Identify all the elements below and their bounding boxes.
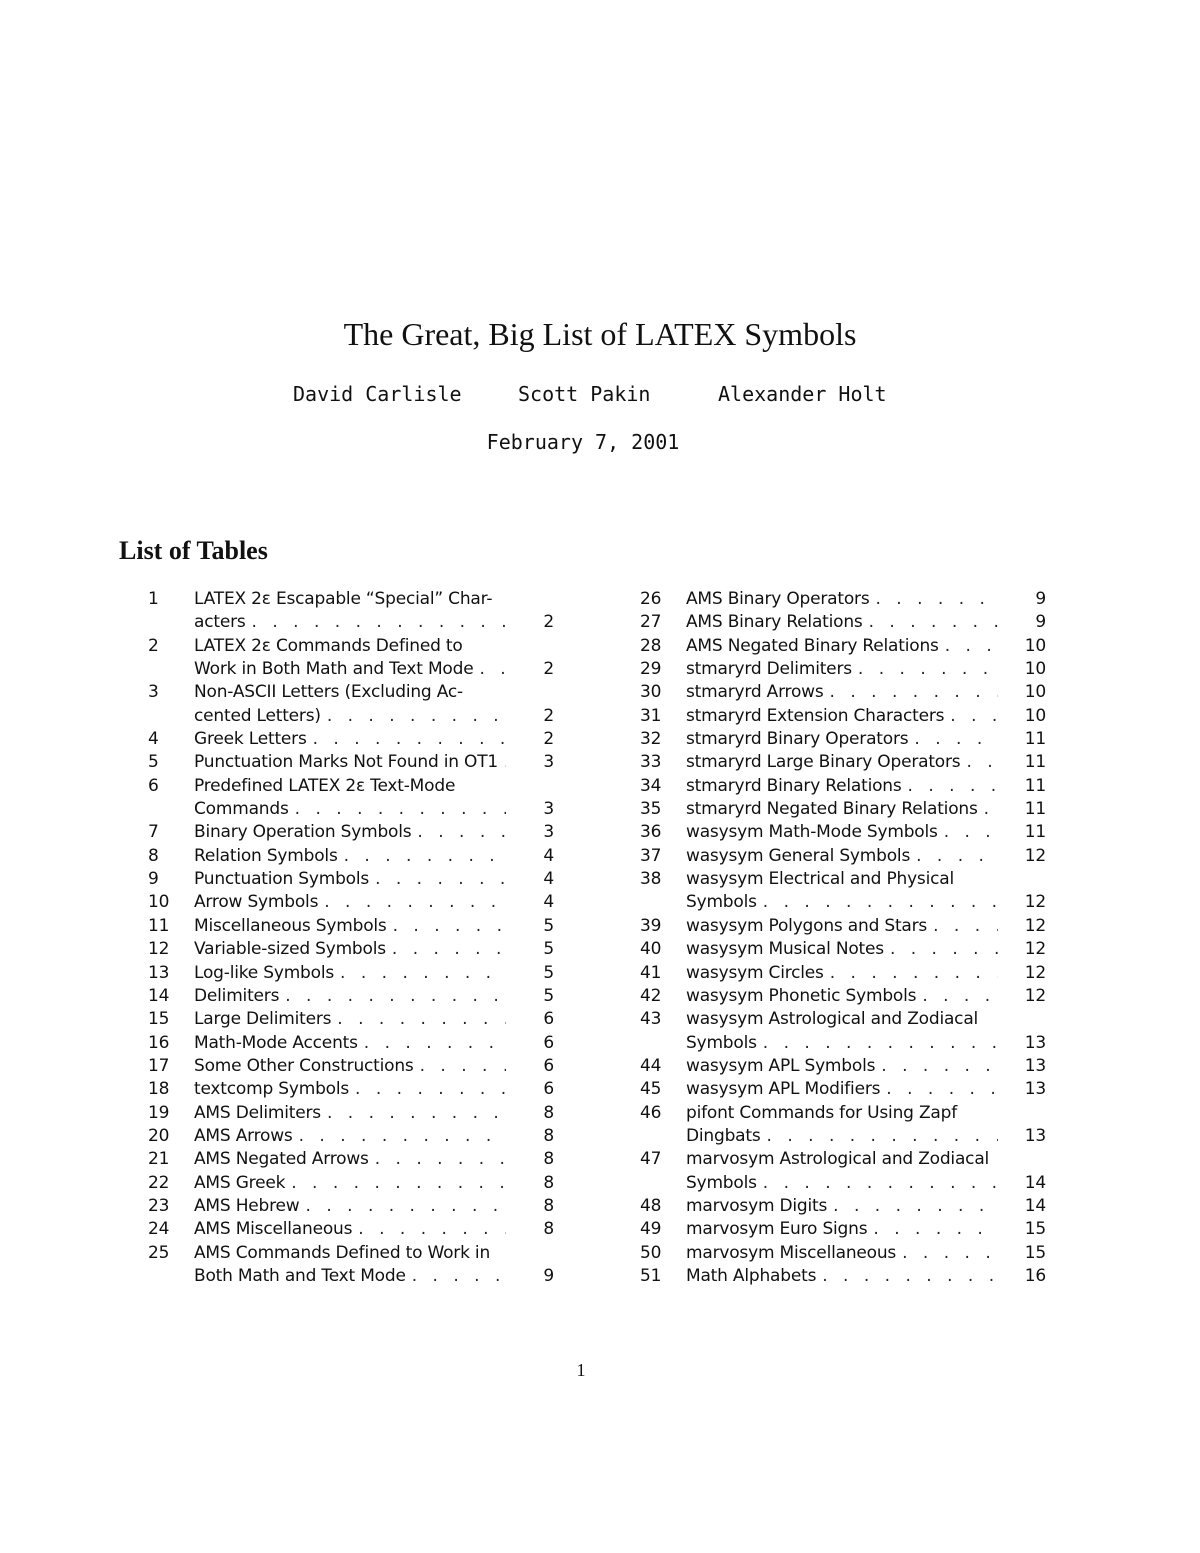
- toc-entry[interactable]: [640, 658, 1046, 681]
- toc-entry-page: 2: [543, 612, 554, 633]
- dot-leader: [910, 845, 998, 868]
- toc-entry-number: 8: [148, 845, 159, 866]
- author-name: David Carlisle: [293, 382, 462, 406]
- dot-leader: [761, 1125, 998, 1148]
- toc-entry-number: 9: [148, 869, 159, 890]
- toc-entry-number: 43: [640, 1009, 662, 1030]
- toc-entry-page: 8: [543, 1195, 554, 1216]
- toc-entry-number: 14: [148, 985, 170, 1006]
- toc-entry[interactable]: [640, 962, 1046, 985]
- toc-entry[interactable]: [148, 1195, 554, 1218]
- toc-entry-number: 10: [148, 892, 170, 913]
- toc-column-left: [148, 588, 554, 1288]
- toc-entry-title: Relation Symbols: [194, 845, 338, 866]
- toc-entry-title: acters: [194, 612, 246, 633]
- toc-entry-title: wasysym Musical Notes: [686, 939, 884, 960]
- toc-entry-number: 20: [148, 1125, 170, 1146]
- dot-leader: [880, 1078, 998, 1101]
- dot-leader: [824, 962, 998, 985]
- dot-leader: [318, 891, 506, 914]
- dot-leader: [279, 985, 506, 1008]
- dot-leader: [387, 915, 506, 938]
- author-name: Scott Pakin: [518, 382, 651, 406]
- toc-entry-number: 2: [148, 635, 159, 656]
- toc-entry[interactable]: [640, 775, 1046, 798]
- toc-entry[interactable]: [148, 1242, 554, 1289]
- dot-leader: [816, 1265, 998, 1288]
- page-number: 1: [576, 1360, 586, 1380]
- toc-entry[interactable]: [640, 1102, 1046, 1149]
- dot-leader: [875, 1055, 998, 1078]
- toc-entry-title: Some Other Constructions: [194, 1055, 414, 1076]
- dot-leader: [927, 915, 998, 938]
- toc-entry-number: 28: [640, 635, 662, 656]
- dot-leader: [406, 1265, 506, 1288]
- toc-entry-title: cented Letters): [194, 705, 321, 726]
- toc-entry-number: 51: [640, 1265, 662, 1286]
- toc-entry-number: 12: [148, 939, 170, 960]
- toc-entry-page: 8: [543, 1125, 554, 1146]
- dot-leader: [473, 658, 506, 681]
- toc-entry-number: 7: [148, 822, 159, 843]
- dot-leader: [757, 891, 998, 914]
- toc-entry[interactable]: [148, 915, 554, 938]
- toc-entry-title: stmaryrd Negated Binary Relations: [686, 799, 978, 820]
- dot-leader: [246, 611, 506, 634]
- toc-entry-title: marvosym Digits: [686, 1195, 828, 1216]
- toc-entry[interactable]: [148, 681, 554, 728]
- dot-leader: [827, 1195, 998, 1218]
- toc-entry-number: 18: [148, 1079, 170, 1100]
- toc-entry-number: 11: [148, 915, 170, 936]
- dot-leader: [944, 705, 998, 728]
- toc-entry-page: 2: [543, 705, 554, 726]
- toc-entry-page: 9: [1035, 612, 1046, 633]
- toc-entry[interactable]: [148, 1055, 554, 1078]
- toc-entry-page: 5: [543, 915, 554, 936]
- toc-entry-number: 16: [148, 1032, 170, 1053]
- dot-leader: [358, 1032, 506, 1055]
- toc-entry-title: wasysym Astrological and Zodiacal: [686, 1009, 979, 1030]
- toc-entry-title: stmaryrd Large Binary Operators: [686, 752, 961, 773]
- toc-entry-title: Symbols: [686, 1032, 757, 1053]
- toc-entry-page: 2: [543, 659, 554, 680]
- toc-entry-title: Delimiters: [194, 985, 280, 1006]
- toc-entry-page: 12: [1024, 845, 1046, 866]
- toc-entry-number: 24: [148, 1219, 170, 1240]
- toc-entry-page: 15: [1024, 1242, 1046, 1263]
- toc-entry-page: 13: [1024, 1032, 1046, 1053]
- toc-entry-title: Math-Mode Accents: [194, 1032, 358, 1053]
- toc-entry-title: Predefined LATEX 2ε Text-Mode: [194, 775, 456, 796]
- toc-entry[interactable]: [640, 1195, 1046, 1218]
- dot-leader: [352, 1218, 506, 1241]
- toc-entry-number: 19: [148, 1102, 170, 1123]
- dot-leader: [824, 681, 998, 704]
- toc-entry-page: 9: [1035, 589, 1046, 609]
- dot-leader: [916, 985, 998, 1008]
- dot-leader: [411, 821, 506, 844]
- toc-entry-title: LATEX 2ε Escapable “Special” Char-: [194, 589, 493, 609]
- dot-leader: [863, 611, 998, 634]
- dot-leader: [334, 962, 506, 985]
- toc-entry-page: 13: [1024, 1055, 1046, 1076]
- toc-entry-number: 35: [640, 799, 662, 820]
- toc-entry[interactable]: [640, 681, 1046, 704]
- toc-entry-number: 5: [148, 752, 159, 773]
- toc-entry-number: 33: [640, 752, 662, 773]
- toc-entry-number: 44: [640, 1055, 662, 1076]
- toc-entry-page: 6: [543, 1079, 554, 1100]
- toc-entry-title: Large Delimiters: [194, 1009, 332, 1030]
- toc-entry-title: AMS Binary Operators: [686, 589, 870, 609]
- dot-leader: [939, 635, 998, 658]
- toc-entry-title: stmaryrd Binary Operators: [686, 729, 909, 750]
- toc-entry-page: 6: [543, 1009, 554, 1030]
- toc-entry-number: 39: [640, 915, 662, 936]
- toc-entry-page: 11: [1024, 729, 1046, 750]
- toc-entry-title: Math Alphabets: [686, 1265, 817, 1286]
- dot-leader: [349, 1078, 506, 1101]
- dot-leader: [896, 1242, 998, 1265]
- toc-entry[interactable]: [640, 1078, 1046, 1101]
- toc-entry-page: 2: [543, 729, 554, 750]
- toc-entry[interactable]: [148, 1078, 554, 1101]
- toc-entry-page: 13: [1024, 1079, 1046, 1100]
- toc-entry-title: wasysym Circles: [686, 962, 824, 983]
- toc-entry[interactable]: [640, 728, 1046, 751]
- toc-entry-page: 3: [543, 799, 554, 820]
- toc-entry-number: 41: [640, 962, 662, 983]
- toc-entry-page: 6: [543, 1055, 554, 1076]
- toc-entry[interactable]: [148, 1102, 554, 1125]
- toc-entry-title: Miscellaneous Symbols: [194, 915, 387, 936]
- toc-entry-title: wasysym APL Symbols: [686, 1055, 876, 1076]
- toc-entry-page: 8: [543, 1102, 554, 1123]
- dot-leader: [908, 728, 998, 751]
- toc-entry-page: 15: [1024, 1219, 1046, 1240]
- toc-entry-number: 50: [640, 1242, 662, 1263]
- toc-entry[interactable]: [640, 1242, 1046, 1265]
- toc-entry-number: 23: [148, 1195, 170, 1216]
- toc-entry-number: 27: [640, 612, 662, 633]
- toc-entry-title: AMS Hebrew: [194, 1195, 300, 1216]
- toc-entry-page: 11: [1024, 775, 1046, 796]
- toc-entry-title: Binary Operation Symbols: [194, 822, 412, 843]
- toc-entry-number: 46: [640, 1102, 662, 1123]
- toc-entry-page: 10: [1024, 705, 1046, 726]
- toc-entry-page: 14: [1024, 1172, 1046, 1193]
- toc-entry[interactable]: [148, 845, 554, 868]
- toc-entry-title: AMS Binary Relations: [686, 612, 863, 633]
- toc-entry-number: 3: [148, 682, 159, 703]
- toc-entry-page: 10: [1024, 635, 1046, 656]
- toc-entry[interactable]: [640, 938, 1046, 961]
- toc-entry-title: marvosym Euro Signs: [686, 1219, 868, 1240]
- toc-entry-title: wasysym Phonetic Symbols: [686, 985, 917, 1006]
- toc-entry-number: 34: [640, 775, 662, 796]
- dot-leader: [498, 751, 506, 774]
- toc-entry-title: AMS Greek: [194, 1172, 286, 1193]
- toc-entry[interactable]: [148, 1125, 554, 1148]
- toc-entry-page: 8: [543, 1219, 554, 1240]
- toc-entry-page: 5: [543, 962, 554, 983]
- toc-entry-title: wasysym Electrical and Physical: [686, 869, 954, 890]
- dot-leader: [293, 1125, 506, 1148]
- dot-leader: [757, 1032, 998, 1055]
- toc-entry[interactable]: [640, 1218, 1046, 1241]
- toc-entry-title: stmaryrd Arrows: [686, 682, 824, 703]
- toc-entry-number: 37: [640, 845, 662, 866]
- toc-entry-title: stmaryrd Extension Characters: [686, 705, 945, 726]
- toc-entry-title: marvosym Miscellaneous: [686, 1242, 897, 1263]
- toc-entry-number: 31: [640, 705, 662, 726]
- dot-leader: [867, 1218, 998, 1241]
- document-title: The Great, Big List of LATEX Symbols: [343, 316, 857, 352]
- toc-entry-page: 5: [543, 939, 554, 960]
- toc-entry-number: 47: [640, 1149, 662, 1170]
- toc-entry[interactable]: [640, 751, 1046, 774]
- toc-entry-title: Greek Letters: [194, 729, 307, 750]
- toc-entry-page: 11: [1024, 752, 1046, 773]
- dot-leader: [884, 938, 998, 961]
- toc-entry[interactable]: [640, 1055, 1046, 1078]
- toc-entry-page: 10: [1024, 659, 1046, 680]
- dot-leader: [331, 1008, 506, 1031]
- toc-entry[interactable]: [640, 588, 1046, 611]
- toc-entry-number: 45: [640, 1079, 662, 1100]
- toc-entry[interactable]: [640, 868, 1046, 915]
- toc-entry-title: wasysym APL Modifiers: [686, 1079, 881, 1100]
- toc-entry-page: 12: [1024, 939, 1046, 960]
- toc-column-right: [640, 588, 1046, 1288]
- toc-entry-title: stmaryrd Delimiters: [686, 659, 852, 680]
- toc-entry-page: 4: [543, 845, 554, 866]
- toc-entry[interactable]: [148, 1148, 554, 1171]
- toc-entry-title: AMS Arrows: [194, 1125, 293, 1146]
- dot-leader: [321, 705, 506, 728]
- toc-entry-title: Non-ASCII Letters (Excluding Ac-: [194, 682, 463, 703]
- toc-entry[interactable]: [148, 775, 554, 822]
- dot-leader: [300, 1195, 506, 1218]
- toc-entry-number: 48: [640, 1195, 662, 1216]
- toc-entry[interactable]: [640, 611, 1046, 634]
- toc-entry-title: Punctuation Marks Not Found in OT1: [194, 752, 499, 773]
- toc-entry-number: 42: [640, 985, 662, 1006]
- dot-leader: [338, 845, 506, 868]
- toc-entry-title: wasysym Polygons and Stars: [686, 915, 928, 936]
- dot-leader: [307, 728, 506, 751]
- toc-entry[interactable]: [148, 1172, 554, 1195]
- toc-entry[interactable]: [640, 915, 1046, 938]
- toc-entry-title: AMS Negated Binary Relations: [686, 635, 939, 656]
- toc-entry-title: wasysym Math-Mode Symbols: [686, 822, 938, 843]
- dot-leader: [757, 1172, 998, 1195]
- dot-leader: [386, 938, 506, 961]
- toc-entry-page: 8: [543, 1172, 554, 1193]
- toc-entry-number: 40: [640, 939, 662, 960]
- dot-leader: [321, 1102, 506, 1125]
- toc-entry-page: 9: [543, 1265, 554, 1286]
- toc-entry[interactable]: [148, 938, 554, 961]
- toc-entry-title: LATEX 2ε Commands Defined to: [194, 635, 463, 656]
- toc-entry-number: 22: [148, 1172, 170, 1193]
- toc-entry[interactable]: [148, 728, 554, 751]
- toc-entry-title: Commands: [194, 799, 289, 820]
- list-of-tables-heading: List of Tables: [119, 536, 268, 565]
- toc-entry[interactable]: [640, 845, 1046, 868]
- toc-entry-number: 26: [640, 589, 662, 609]
- dot-leader: [852, 658, 998, 681]
- toc-entry-page: 12: [1024, 985, 1046, 1006]
- toc-entry[interactable]: [148, 1032, 554, 1055]
- toc-entry-number: 6: [148, 775, 159, 796]
- toc-entry-title: Dingbats: [686, 1125, 761, 1146]
- toc-entry-number: 32: [640, 729, 662, 750]
- toc-entry-title: AMS Commands Defined to Work in: [194, 1242, 491, 1263]
- toc-entry[interactable]: [640, 985, 1046, 1008]
- toc-entry-page: 12: [1024, 915, 1046, 936]
- toc-entry[interactable]: [148, 1008, 554, 1031]
- toc-entry-title: Both Math and Text Mode: [194, 1265, 406, 1286]
- toc-entry-number: 36: [640, 822, 662, 843]
- toc-entry-title: wasysym General Symbols: [686, 845, 911, 866]
- toc-entry[interactable]: [640, 1265, 1046, 1288]
- toc-entry-page: 13: [1024, 1125, 1046, 1146]
- dot-leader: [978, 798, 998, 821]
- toc-entry-page: 3: [543, 822, 554, 843]
- toc-entry[interactable]: [148, 821, 554, 844]
- toc-entry-page: 10: [1024, 682, 1046, 703]
- toc-entry[interactable]: [148, 588, 554, 635]
- toc-entry[interactable]: [640, 798, 1046, 821]
- toc-entry-title: AMS Negated Arrows: [194, 1149, 369, 1170]
- dot-leader: [869, 588, 998, 611]
- toc-entry-page: 12: [1024, 892, 1046, 913]
- toc-entry[interactable]: [148, 891, 554, 914]
- toc-entry-number: 1: [148, 589, 159, 609]
- document-date: February 7, 2001: [486, 430, 680, 454]
- dot-leader: [289, 798, 506, 821]
- toc-entry-title: Punctuation Symbols: [194, 869, 370, 890]
- toc-entry-title: Arrow Symbols: [194, 892, 319, 913]
- toc-entry[interactable]: [640, 821, 1046, 844]
- toc-entry-title: marvosym Astrological and Zodiacal: [686, 1149, 990, 1170]
- dot-leader: [285, 1172, 506, 1195]
- dot-leader: [938, 821, 998, 844]
- toc-entry-number: 49: [640, 1219, 662, 1240]
- toc-entry-number: 13: [148, 962, 170, 983]
- toc-entry[interactable]: [148, 868, 554, 891]
- toc-entry-number: 4: [148, 729, 159, 750]
- toc-entry-page: 12: [1024, 962, 1046, 983]
- toc-entry-number: 38: [640, 869, 662, 890]
- toc-entry-page: 5: [543, 985, 554, 1006]
- dot-leader: [414, 1055, 506, 1078]
- toc-entry-number: 15: [148, 1009, 170, 1030]
- toc-entry-page: 6: [543, 1032, 554, 1053]
- toc-entry-title: Variable-sized Symbols: [194, 939, 386, 960]
- author-name: Alexander Holt: [718, 382, 887, 406]
- toc-entry-page: 16: [1024, 1265, 1046, 1286]
- toc-entry[interactable]: [640, 1008, 1046, 1055]
- dot-leader: [369, 1148, 506, 1171]
- toc-entry-page: 11: [1024, 822, 1046, 843]
- toc-entry-number: 30: [640, 682, 662, 703]
- toc-entry-title: Work in Both Math and Text Mode: [194, 659, 474, 680]
- toc-entry-title: Symbols: [686, 1172, 757, 1193]
- toc-entry-page: 4: [543, 892, 554, 913]
- toc-entry-number: 21: [148, 1149, 170, 1170]
- toc-entry[interactable]: [148, 962, 554, 985]
- toc-entry-number: 25: [148, 1242, 170, 1263]
- toc-entry-number: 17: [148, 1055, 170, 1076]
- toc-entry-page: 11: [1024, 799, 1046, 820]
- toc-entry[interactable]: [148, 1218, 554, 1241]
- dot-leader: [960, 751, 998, 774]
- toc-entry-title: textcomp Symbols: [194, 1079, 350, 1100]
- toc-entry-title: Log-like Symbols: [194, 962, 335, 983]
- toc-entry-page: 3: [543, 752, 554, 773]
- toc-entry-title: AMS Miscellaneous: [194, 1219, 353, 1240]
- toc-entry[interactable]: [148, 635, 554, 682]
- dot-leader: [369, 868, 506, 891]
- toc-entry-page: 14: [1024, 1195, 1046, 1216]
- toc-entry[interactable]: [640, 705, 1046, 728]
- toc-entry-title: AMS Delimiters: [194, 1102, 321, 1123]
- dot-leader: [902, 775, 998, 798]
- toc-entry-page: 4: [543, 869, 554, 890]
- toc-entry-title: pifont Commands for Using Zapf: [686, 1102, 957, 1123]
- toc-entry[interactable]: [640, 1148, 1046, 1195]
- toc-entry-title: Symbols: [686, 892, 757, 913]
- toc-entry[interactable]: [640, 635, 1046, 658]
- toc-entry[interactable]: [148, 985, 554, 1008]
- toc-entry-title: stmaryrd Binary Relations: [686, 775, 902, 796]
- toc-entry-page: 8: [543, 1149, 554, 1170]
- toc-entry[interactable]: [148, 751, 554, 774]
- toc-entry-number: 29: [640, 659, 662, 680]
